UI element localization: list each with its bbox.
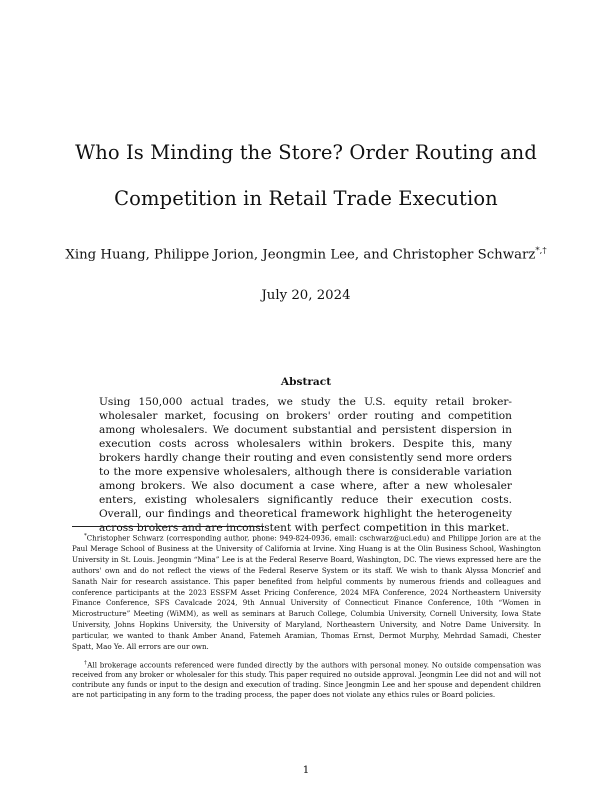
footnote-1 — [72, 531, 541, 653]
page-number: 1 — [302, 764, 310, 776]
footnote-1-text: Christopher Schwarz (corresponding author, phone: 949-824-0936, email: cschwarz@uci.edu) and Philippe Jorion are at the Paul Merage School of Business at the University of California at Irvine. Xing Huang is at the Olin Business School, Washington University in St. Louis. Jeongmin “Mina” Lee is at the Federal Reserve Board, Washington, DC. The views expressed here are the authors' own and do not reflect the views of the Federal Reserve System or its staff. We wish to thank Alyssa Moncrief and Sanath Nair for research assistance. This paper benefited from helpful comments by numerous friends and colleagues and conference participants at the 2023 ESSFM Asset Pricing Conference, 2024 MFA Conference, 2024 Northeastern University Finance Conference, SFS Cavalcade 2024, 9th Annual University of Connecticut Finance Conference, 10th “Women in Microstructure” Meeting (WiMM), as well as seminars at Baruch College, Columbia University, Cornell University, Iowa State University, Johns Hopkins University, the University of Maryland, Northeastern University, and Notre Dame University. In particular, we wanted to thank Amber Anand, Fatemeh Aramian, Thomas Ernst, Dermot Murphy, Mehrdad Samadi, Chester Spatt, Mao Ye. All errors are our own. — [72, 533, 541, 651]
paper-title-line-2: Competition in Retail Trade Execution — [114, 187, 498, 210]
abstract-heading: Abstract — [280, 376, 332, 388]
footnote-2 — [72, 659, 541, 700]
footnote-2-text: All brokerage accounts referenced were funded directly by the authors with personal money. No outside compensation was received from any broker or wholesaler for this study. This paper required no outside approval. Jeongmin Lee did not and will not contribute any funds or input to the design and execution of trading. Since Jeongmin Lee and her spouse and dependent children are not participating in any form to the trading process, the paper does not violate any ethics rules or Board policies. — [72, 660, 541, 700]
author-list — [40, 246, 572, 262]
paper-date: July 20, 2024 — [261, 288, 351, 303]
footnote-2-mark: † — [84, 660, 88, 666]
author-names: Xing Huang, Philippe Jorion, Jeongmin Lee, and Christopher Schwarz — [65, 247, 536, 263]
footnote-rule — [72, 526, 264, 527]
paper-title-line-1: Who Is Minding the Store? Order Routing and — [75, 141, 537, 164]
footnote-1-mark: * — [84, 533, 87, 539]
abstract-text: Using 150,000 actual trades, we study the U.S. equity retail broker-wholesaler market, focusing on brokers' order routing and competition among wholesalers. We document substantial and persistent dispersion in execution costs across wholesalers within brokers. Despite this, many brokers hardly change their routing and even consistently send more orders to the more expensive wholesalers, although there is considerable variation among brokers. We also document a case where, after a new wholesaler enters, existing wholesalers significantly reduce their execution costs. Overall, our findings and theoretical framework highlight the heterogeneity across brokers and are inconsistent with perfect competition in this market. — [99, 396, 512, 534]
author-footnote-marks: *,† — [535, 246, 547, 256]
